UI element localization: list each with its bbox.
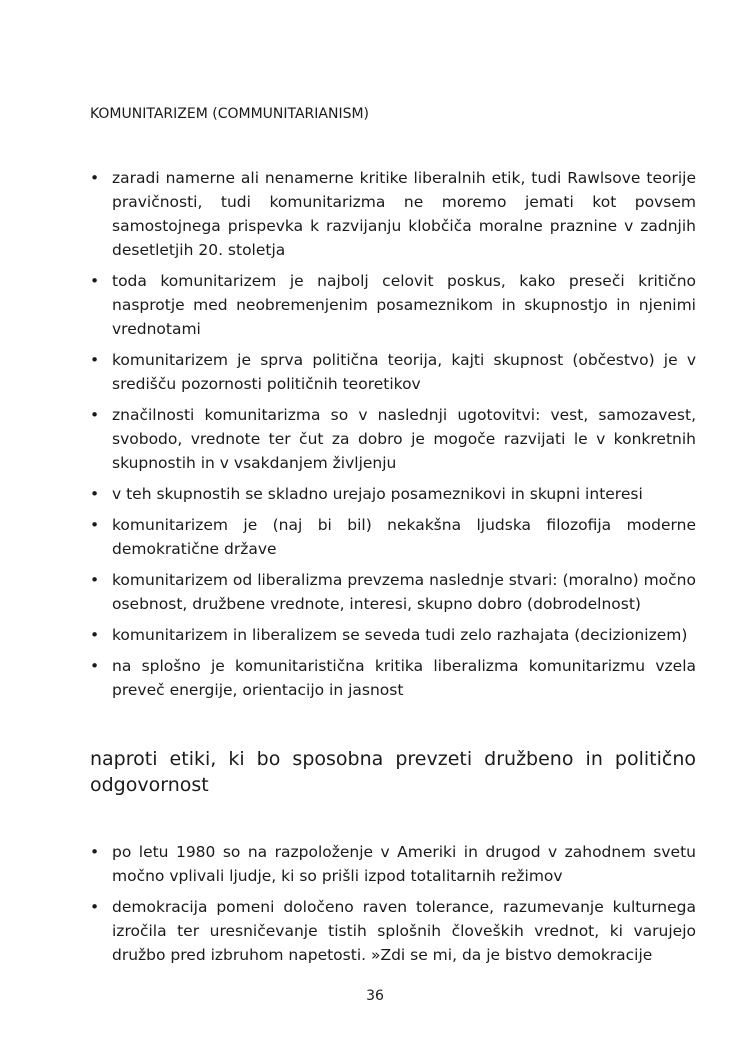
subheading: naproti etiki, ki bo sposobna prevzeti družbeno in politično odgovornost	[90, 748, 696, 796]
list-item-text: značilnosti komunitarizma so v naslednji ugotovitvi: vest, samozavest, svobodo, vrednote ter čut za dobro je mogoče razvijati le v konkretnih skupnostih in v vsakdanjem življenju	[112, 406, 696, 472]
list-item	[90, 895, 696, 967]
bullet-icon: •	[90, 406, 100, 424]
list-item	[90, 482, 696, 506]
list-item-text: po letu 1980 so na razpoloženje v Ameriki in drugod v zahodnem svetu močno vplivali ljudje, ki so prišli izpod totalitarnih režimov	[112, 843, 696, 885]
list-item-text: komunitarizem je sprva politična teorija, kajti skupnost (občestvo) je v središču pozornosti političnih teoretikov	[112, 351, 696, 393]
bullet-icon: •	[90, 657, 100, 675]
bullet-list-1	[90, 166, 696, 709]
bullet-icon: •	[90, 898, 100, 916]
bullet-icon: •	[90, 351, 100, 369]
list-item	[90, 623, 696, 647]
bullet-icon: •	[90, 485, 100, 503]
bullet-list-2	[90, 840, 696, 974]
list-item-text: komunitarizem in liberalizem se seveda tudi zelo razhajata (decizionizem)	[112, 626, 688, 644]
bullet-icon: •	[90, 516, 100, 534]
bullet-icon: •	[90, 626, 100, 644]
list-item	[90, 654, 696, 702]
list-item-text: v teh skupnostih se skladno urejajo posameznikovi in skupni interesi	[112, 485, 643, 503]
list-item-text: na splošno je komunitaristična kritika liberalizma komunitarizmu vzela preveč energije, orientacijo in jasnost	[112, 657, 696, 699]
list-item-text: toda komunitarizem je najbolj celovit poskus, kako preseči kritično nasprotje med neobremenjenim posameznikom in skupnostjo in njenimi vrednotami	[112, 272, 696, 338]
list-item-text: demokracija pomeni določeno raven tolerance, razumevanje kulturnega izročila ter uresničevanje tistih splošnih človeških vrednot, ki varujejo družbo pred izbruhom napetosti. »Zdi se mi, da je bistvo demokracije	[112, 898, 696, 964]
list-item-text: zaradi namerne ali nenamerne kritike liberalnih etik, tudi Rawlsove teorije pravičnosti, tudi komunitarizma ne moremo jemati kot povsem samostojnega prispevka k razvijanju klobčiča moralne praznine v zadnjih desetletjih 20. stoletja	[112, 169, 696, 259]
bullet-icon: •	[90, 169, 100, 187]
list-item	[90, 513, 696, 561]
list-item	[90, 568, 696, 616]
bullet-icon: •	[90, 571, 100, 589]
page-number: 36	[366, 988, 384, 1004]
list-item-text: komunitarizem je (naj bi bil) nekakšna ljudska filozofija moderne demokratične države	[112, 516, 696, 558]
bullet-icon: •	[90, 843, 100, 861]
list-item	[90, 269, 696, 341]
list-item-text: komunitarizem od liberalizma prevzema naslednje stvari: (moralno) močno osebnost, družbene vrednote, interesi, skupno dobro (dobrodelnost)	[112, 571, 696, 613]
list-item	[90, 166, 696, 262]
section-heading: KOMUNITARIZEM (COMMUNITARIANISM)	[90, 106, 369, 122]
list-item	[90, 840, 696, 888]
bullet-icon: •	[90, 272, 100, 290]
list-item	[90, 403, 696, 475]
list-item	[90, 348, 696, 396]
